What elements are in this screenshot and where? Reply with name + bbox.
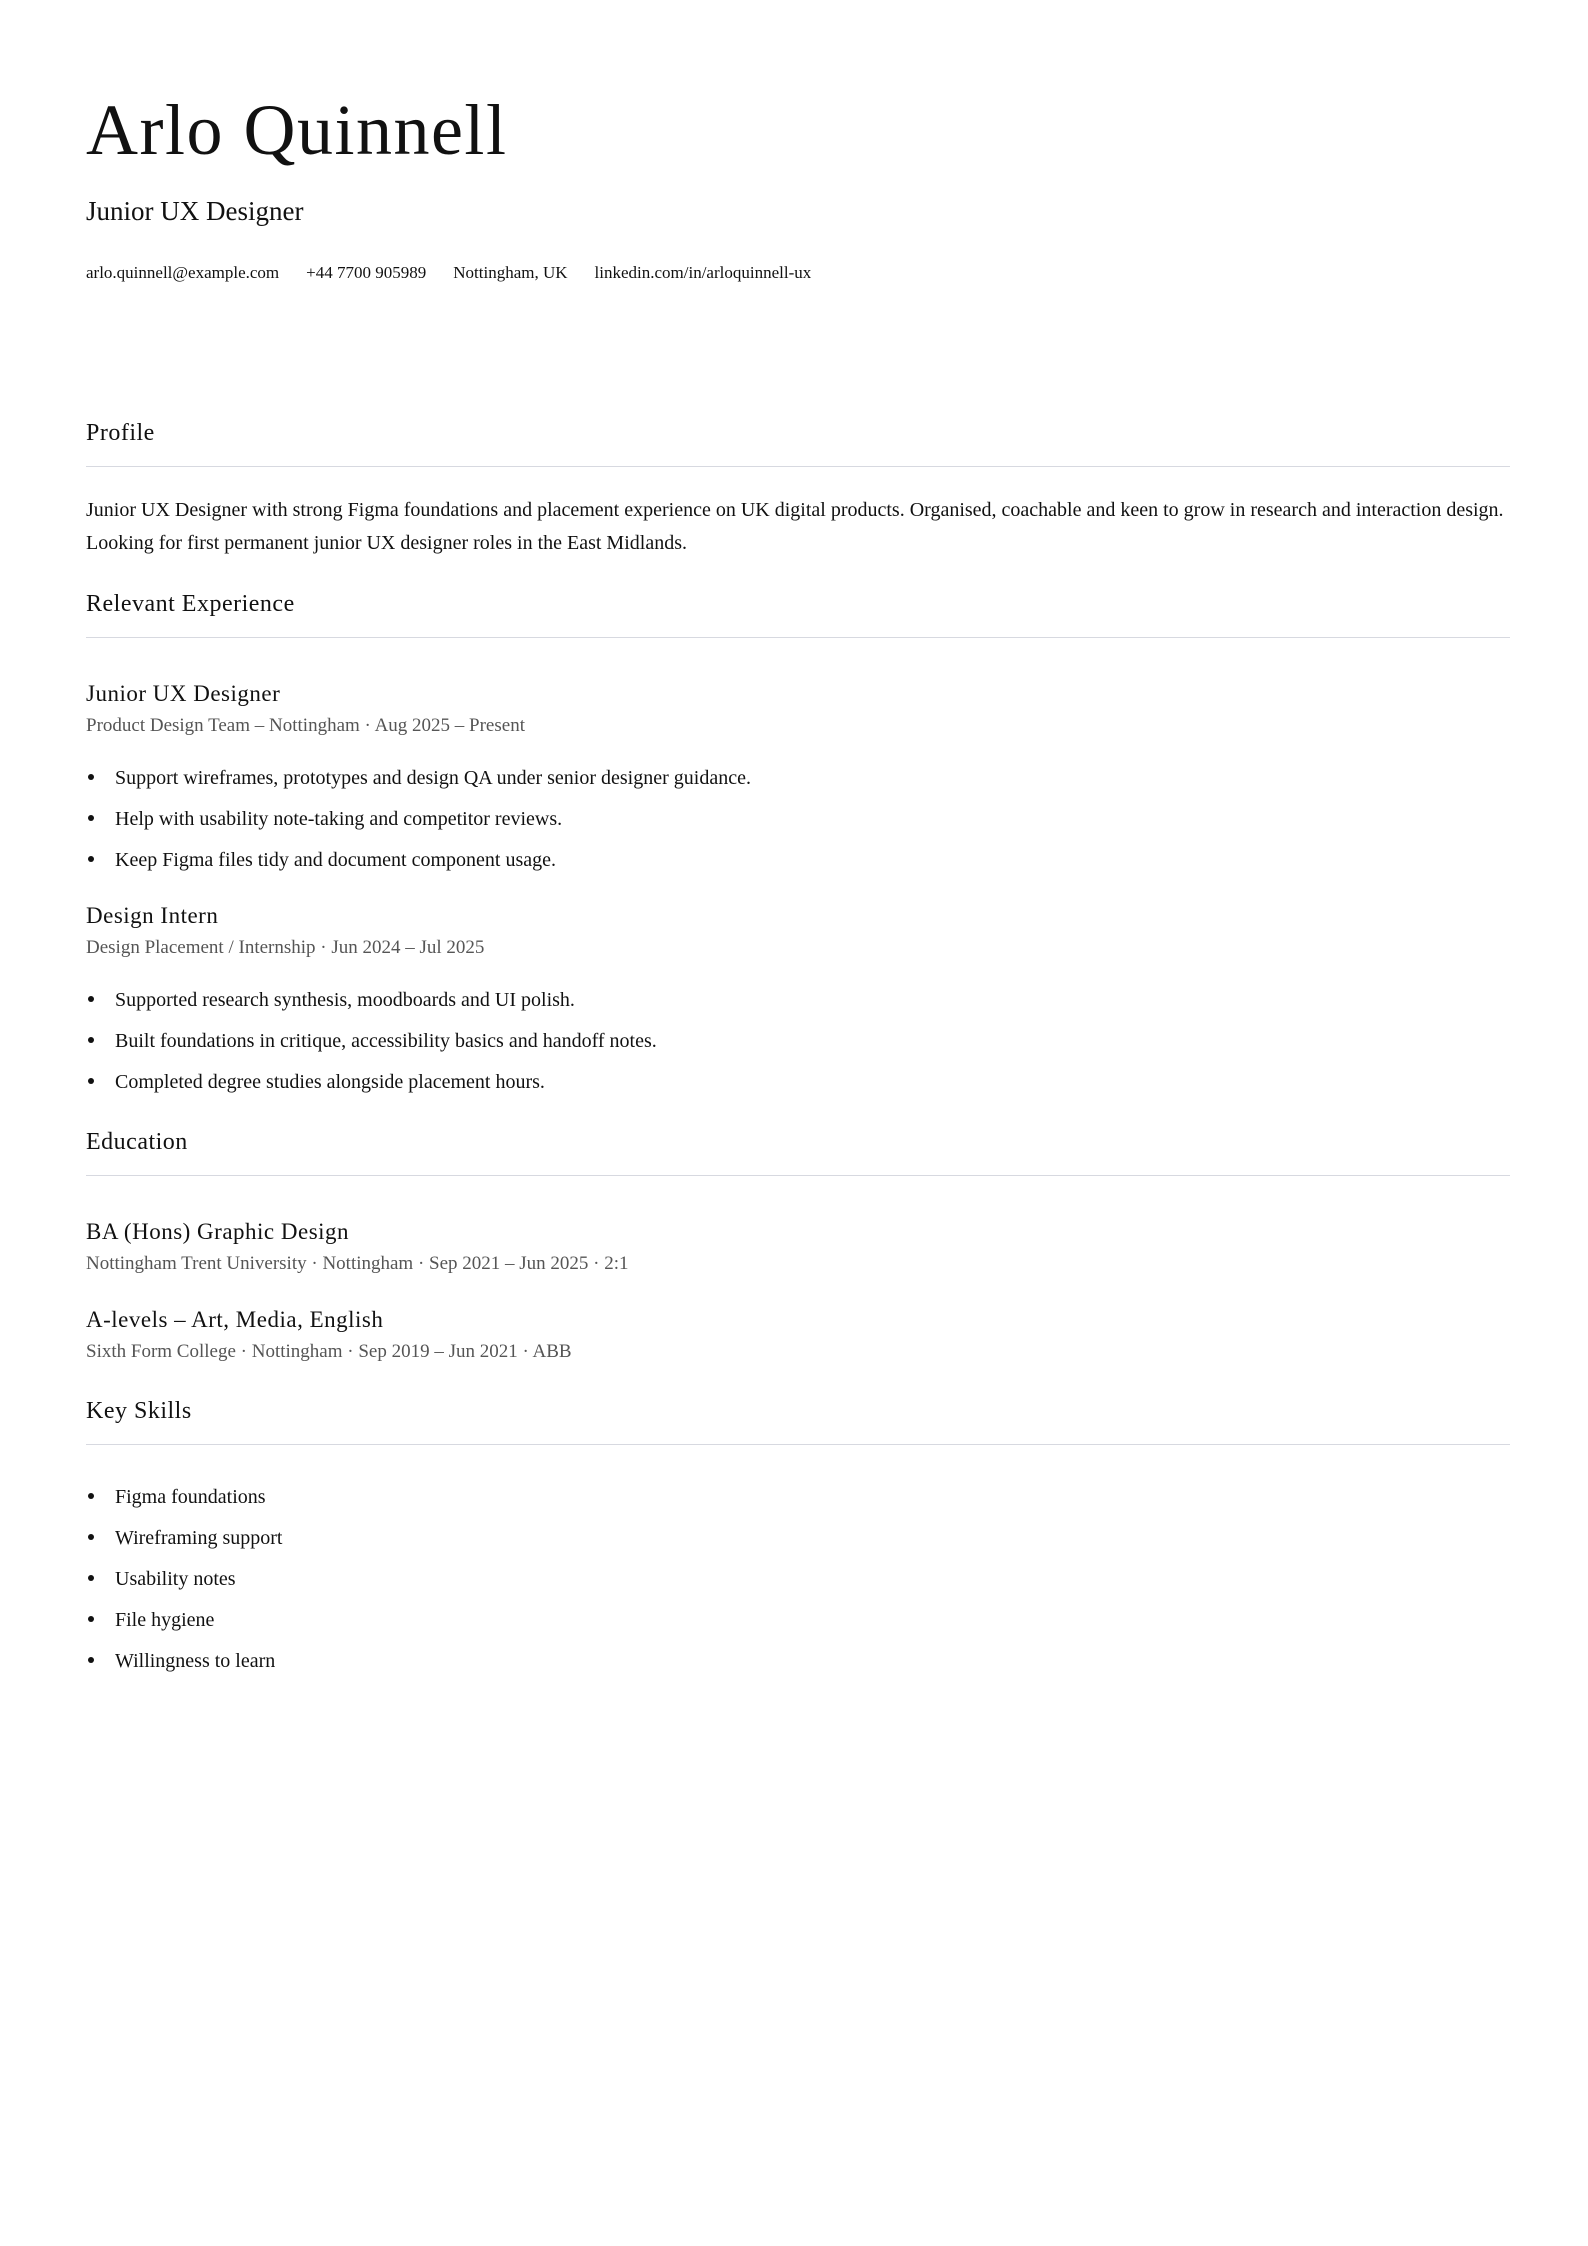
experience-title: Junior UX Designer: [86, 681, 281, 706]
education-meta: Sixth Form College · Nottingham · Sep 2019 – Jun 2021 · ABB: [86, 1341, 572, 1362]
bullet-icon: [88, 1534, 94, 1540]
skills-list: [86, 1487, 282, 1692]
experience-bullets: [86, 990, 657, 1113]
experience-bullets: [86, 768, 751, 891]
education-title: A-levels – Art, Media, English: [86, 1307, 384, 1332]
education-title: BA (Hons) Graphic Design: [86, 1219, 350, 1244]
list-item: Help with usability note-taking and competitor reviews.: [86, 809, 751, 850]
list-item: Usability notes: [86, 1569, 282, 1610]
list-item: Built foundations in critique, accessibility basics and handoff notes.: [86, 1031, 657, 1072]
contact-email[interactable]: arlo.quinnell@example.com: [86, 263, 280, 282]
experience-title: Design Intern: [86, 903, 219, 928]
list-item: Supported research synthesis, moodboards and UI polish.: [86, 990, 657, 1031]
list-item: Willingness to learn: [86, 1651, 282, 1692]
bullet-icon: [88, 1657, 94, 1663]
contact-phone[interactable]: +44 7700 905989: [306, 263, 427, 282]
experience-meta: Product Design Team – Nottingham · Aug 2025 – Present: [86, 715, 525, 736]
bullet-icon: [88, 1616, 94, 1622]
bullet-icon: [88, 996, 94, 1002]
skills-divider: [86, 1444, 1510, 1445]
experience-meta: Design Placement / Internship · Jun 2024 – Jul 2025: [86, 937, 485, 958]
bullet-icon: [88, 856, 94, 862]
list-item: Completed degree studies alongside placement hours.: [86, 1072, 657, 1113]
contact-location: Nottingham, UK: [453, 263, 568, 282]
profile-summary: Junior UX Designer with strong Figma foundations and placement experience on UK digital products. Organised, coachable and keen to grow in research and interaction design. Looking for first permanent junior UX designer roles in the East Midlands.: [86, 499, 1504, 554]
candidate-headline: Junior UX Designer: [86, 196, 304, 226]
education-meta: Nottingham Trent University · Nottingham · Sep 2021 – Jun 2025 · 2:1: [86, 1253, 629, 1274]
bullet-icon: [88, 774, 94, 780]
bullet-icon: [88, 1575, 94, 1581]
list-item: Wireframing support: [86, 1528, 282, 1569]
skills-heading: Key Skills: [86, 1398, 192, 1424]
education-divider: [86, 1175, 1510, 1176]
education-heading: Education: [86, 1129, 188, 1155]
experience-heading: Relevant Experience: [86, 591, 295, 617]
list-item: File hygiene: [86, 1610, 282, 1651]
list-item: Keep Figma files tidy and document component usage.: [86, 850, 751, 891]
contact-linkedin[interactable]: linkedin.com/in/arloquinnell-ux: [594, 263, 812, 282]
profile-heading: Profile: [86, 420, 155, 446]
bullet-icon: [88, 1078, 94, 1084]
bullet-icon: [88, 1037, 94, 1043]
bullet-icon: [88, 815, 94, 821]
profile-divider: [86, 466, 1510, 467]
candidate-name: Arlo Quinnell: [86, 90, 508, 170]
list-item: Support wireframes, prototypes and design QA under senior designer guidance.: [86, 768, 751, 809]
list-item: Figma foundations: [86, 1487, 282, 1528]
bullet-icon: [88, 1493, 94, 1499]
contact-line: [86, 264, 811, 281]
experience-divider: [86, 637, 1510, 638]
